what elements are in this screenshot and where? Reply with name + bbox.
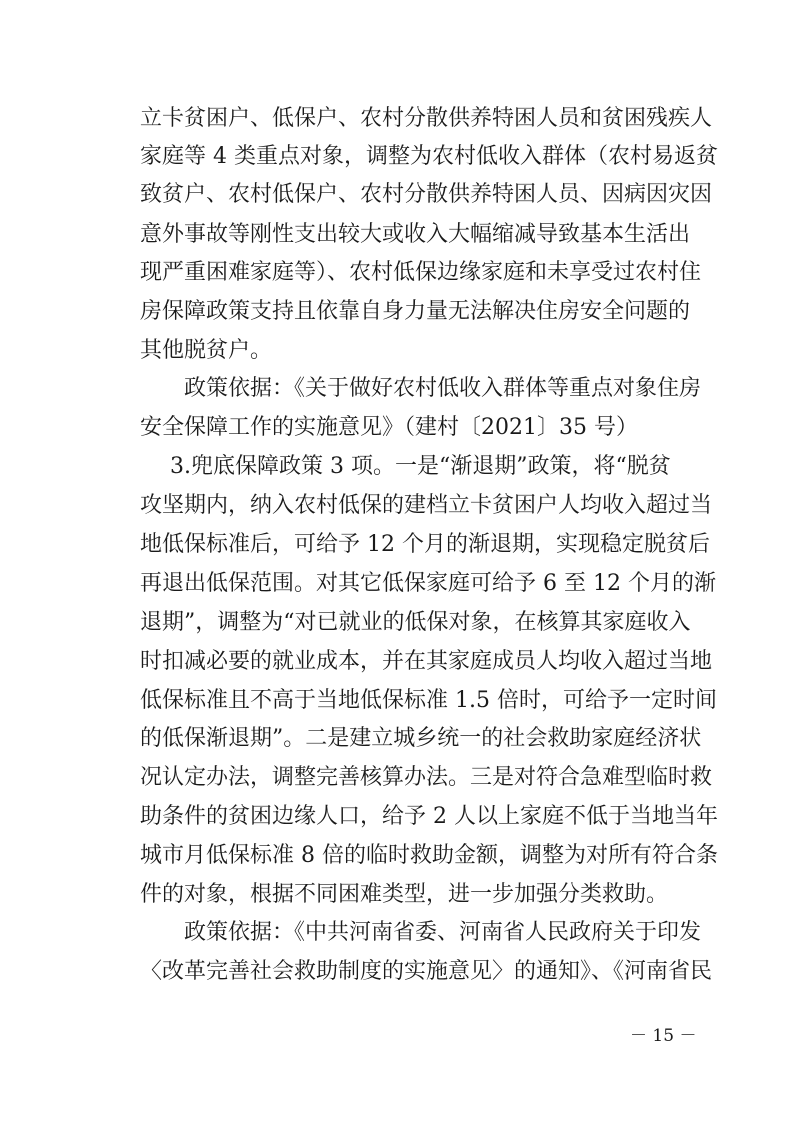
text-line: 安全保障工作的实施意见》（建村〔2021〕35 号） bbox=[140, 415, 638, 440]
text-line: 其他脱贫户。 bbox=[140, 338, 273, 363]
text-line: 城市月低保标准 8 倍的临时救助金额，调整为对所有符合条 bbox=[140, 843, 718, 868]
text-line: 地低保标准后，可给予 12 个月的渐退期，实现稳定脱贫后 bbox=[140, 532, 710, 557]
text-line: 家庭等 4 类重点对象，调整为农村低收入群体（农村易返贫 bbox=[140, 144, 718, 169]
text-line: 攻坚期内，纳入农村低保的建档立卡贫困户人均收入超过当 bbox=[140, 493, 713, 518]
text-line: 助条件的贫困边缘人口，给予 2 人以上家庭不低于当地当年 bbox=[140, 804, 718, 829]
text-line: 意外事故等刚性支出较大或收入大幅缩减导致基本生活出 bbox=[140, 222, 691, 247]
text-line: 时扣减必要的就业成本，并在其家庭成员人均收入超过当地 bbox=[140, 649, 713, 674]
text-line: 件的对象，根据不同困难类型，进一步加强分类救助。 bbox=[140, 882, 669, 907]
text-line: 低保标准且不高于当地低保标准 1.5 倍时，可给予一定时间 bbox=[140, 688, 717, 713]
text-line: 〈改革完善社会救助制度的实施意见〉的通知》、《河南省民 bbox=[140, 959, 713, 984]
text-line: 现严重困难家庭等）、农村低保边缘家庭和未享受过农村住 bbox=[140, 260, 702, 285]
paragraph-start-line: 3.兜底保障政策 3 项。一是“渐退期”政策，将“脱贫 bbox=[170, 454, 671, 479]
text-line: 房保障政策支持且依靠自身力量无法解决住房安全问题的 bbox=[140, 299, 691, 324]
paragraph-start-line: 政策依据：《关于做好农村低收入群体等重点对象住房 bbox=[184, 376, 702, 401]
page-number: － 15 － bbox=[630, 1026, 697, 1046]
text-line: 再退出低保范围。对其它低保家庭可给予 6 至 12 个月的渐 bbox=[140, 571, 716, 596]
text-line: 的低保渐退期”。二是建立城乡统一的社会救助家庭经济状 bbox=[140, 726, 702, 751]
paragraph-start-line: 政策依据：《中共河南省委、河南省人民政府关于印发 bbox=[184, 920, 702, 945]
text-line: 退期”，调整为“对已就业的低保对象，在核算其家庭收入 bbox=[140, 610, 691, 635]
text-line: 立卡贫困户、低保户、农村分散供养特困人员和贫困残疾人 bbox=[140, 106, 713, 131]
text-line: 致贫户、农村低保户、农村分散供养特困人员、因病因灾因 bbox=[140, 182, 713, 207]
text-line: 况认定办法，调整完善核算办法。三是对符合急难型临时救 bbox=[140, 765, 713, 790]
